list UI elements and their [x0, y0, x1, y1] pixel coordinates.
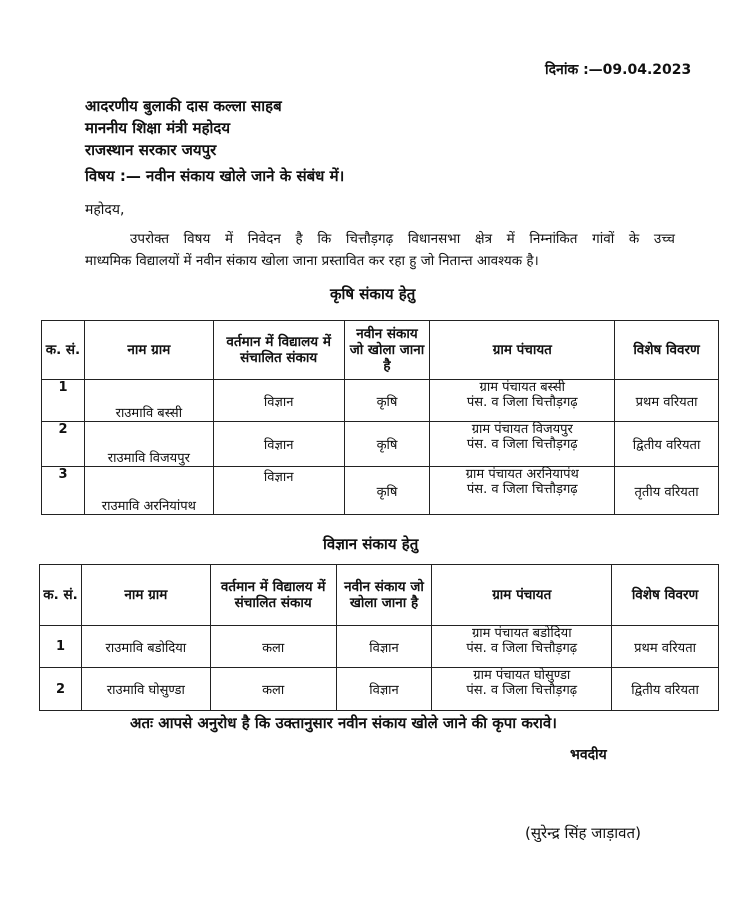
row-sno: 2 — [40, 668, 82, 711]
address-line-3: राजस्थान सरकार जयपुर — [85, 141, 217, 159]
table-row — [42, 467, 719, 515]
row-new: कृषि — [344, 380, 430, 422]
row-current: विज्ञान — [213, 467, 344, 515]
panchayat-name: ग्राम पंचायत बस्सी — [479, 380, 566, 395]
table-row — [40, 626, 719, 668]
paragraph-line-1: उपरोक्त विषय में निवेदन है कि चित्तौड़गढ़ विधानसभा क्षेत्र में निम्नांकित गांवों के उच्च — [130, 231, 675, 247]
col-sno: क. सं. — [40, 565, 82, 626]
col-panchayat: ग्राम पंचायत — [432, 565, 612, 626]
row-new: कृषि — [344, 422, 430, 467]
table-header-row — [42, 321, 719, 380]
row-panchayat — [430, 422, 615, 467]
row-village: राउमावि अरनियांपथ — [84, 467, 213, 515]
row-panchayat — [430, 380, 615, 422]
col-current: वर्तमान में विद्यालय में संचालित संकाय — [210, 565, 336, 626]
signature-name: (सुरेन्द्र सिंह जाड़ावत) — [525, 824, 641, 842]
panchayat-district: पंस. व जिला चित्तौड़गढ़ — [466, 437, 578, 452]
col-new: नवीन संकाय जो खोला जाना है — [344, 321, 430, 380]
row-village: राउमावि बडोदिया — [81, 626, 210, 668]
col-village: नाम ग्राम — [84, 321, 213, 380]
table-row — [40, 668, 719, 711]
panchayat-name: ग्राम पंचायत घोसुण्डा — [473, 668, 571, 683]
science-heading: विज्ञान संकाय हेतु — [323, 535, 419, 553]
row-current: कला — [210, 668, 336, 711]
table-header-row — [40, 565, 719, 626]
address-line-1: आदरणीय बुलाकी दास कल्ला साहब — [85, 97, 282, 115]
row-remark: द्वितीय वरियता — [612, 668, 719, 711]
science-table — [39, 564, 719, 711]
col-village: नाम ग्राम — [81, 565, 210, 626]
row-sno: 1 — [42, 380, 85, 422]
col-remarks: विशेष विवरण — [612, 565, 719, 626]
row-panchayat — [430, 467, 615, 515]
table-row — [42, 380, 719, 422]
row-current: विज्ञान — [213, 422, 344, 467]
panchayat-name: ग्राम पंचायत बडोदिया — [471, 626, 572, 641]
yours-faithfully: भवदीय — [570, 747, 607, 763]
row-sno: 3 — [42, 467, 85, 515]
row-new: विज्ञान — [336, 626, 432, 668]
col-current: वर्तमान में विद्यालय में संचालित संकाय — [213, 321, 344, 380]
row-panchayat — [432, 626, 612, 668]
panchayat-district: पंस. व जिला चित्तौड़गढ़ — [466, 641, 578, 656]
row-new: विज्ञान — [336, 668, 432, 711]
row-remark: द्वितीय वरियता — [615, 422, 719, 467]
address-line-2: माननीय शिक्षा मंत्री महोदय — [85, 119, 231, 137]
letter-date: दिनांक :—09.04.2023 — [545, 62, 692, 78]
row-sno: 1 — [40, 626, 82, 668]
row-current: विज्ञान — [213, 380, 344, 422]
body-paragraph — [85, 228, 675, 272]
panchayat-district: पंस. व जिला चित्तौड़गढ़ — [466, 683, 578, 698]
col-new: नवीन संकाय जो खोला जाना है — [336, 565, 432, 626]
panchayat-name: ग्राम पंचायत विजयपुर — [471, 422, 573, 437]
row-current: कला — [210, 626, 336, 668]
agriculture-table — [41, 320, 719, 515]
row-remark: प्रथम वरियता — [612, 626, 719, 668]
row-remark: प्रथम वरियता — [615, 380, 719, 422]
paragraph-line-2: माध्यमिक विद्यालयों में नवीन संकाय खोला जाना प्रस्तावित कर रहा हु जो नितान्त आवश्यक है। — [85, 253, 539, 269]
row-village: राउमावि घोसुण्डा — [81, 668, 210, 711]
agriculture-heading: कृषि संकाय हेतु — [330, 285, 416, 303]
subject-line: विषय :— नवीन संकाय खोले जाने के संबंध में। — [85, 167, 345, 185]
row-village: राउमावि विजयपुर — [84, 422, 213, 467]
panchayat-district: पंस. व जिला चित्तौड़गढ़ — [466, 482, 578, 497]
row-sno: 2 — [42, 422, 85, 467]
col-panchayat: ग्राम पंचायत — [430, 321, 615, 380]
closing-request: अतः आपसे अनुरोध है कि उक्तानुसार नवीन संकाय खोले जाने की कृपा करावे। — [130, 714, 557, 732]
address-block — [85, 95, 282, 161]
col-sno: क. सं. — [42, 321, 85, 380]
panchayat-district: पंस. व जिला चित्तौड़गढ़ — [466, 395, 578, 410]
panchayat-name: ग्राम पंचायत अरनियापंथ — [465, 467, 579, 482]
row-panchayat — [432, 668, 612, 711]
row-new: कृषि — [344, 467, 430, 515]
row-village: राउमावि बस्सी — [84, 380, 213, 422]
row-remark: तृतीय वरियता — [615, 467, 719, 515]
table-row — [42, 422, 719, 467]
col-remarks: विशेष विवरण — [615, 321, 719, 380]
salutation: महोदय, — [85, 202, 125, 218]
